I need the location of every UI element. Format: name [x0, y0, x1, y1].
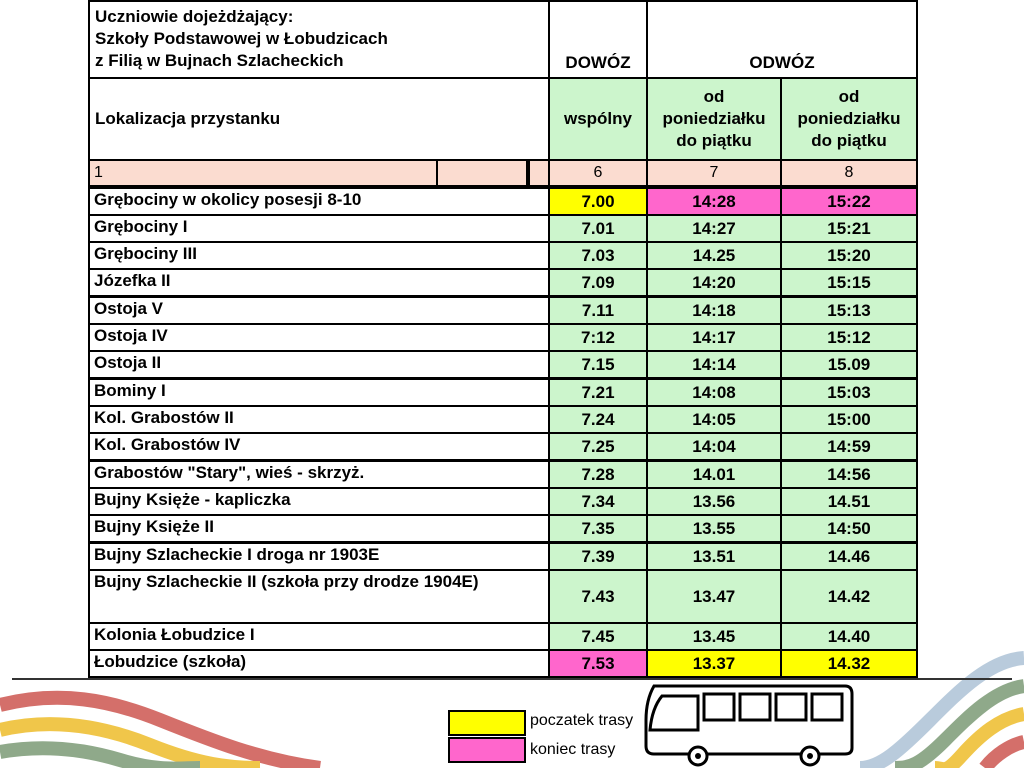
time-odwoz-2: 14.32 — [780, 649, 918, 678]
legend-pink-swatch — [448, 737, 526, 763]
colnum-1: 1 — [88, 159, 438, 187]
time-odwoz-2: 15:22 — [780, 187, 918, 216]
stop-name: Józefka II — [88, 268, 550, 297]
header-location: Lokalizacja przystanku — [88, 77, 550, 161]
stop-name: Bujny Szlacheckie I droga nr 1903E — [88, 542, 550, 571]
time-odwoz-1: 14:17 — [646, 323, 782, 352]
time-odwoz-2: 14:50 — [780, 514, 918, 543]
time-dowoz: 7.21 — [548, 378, 648, 407]
stop-name: Łobudzice (szkoła) — [88, 649, 550, 678]
time-odwoz-1: 14:05 — [646, 405, 782, 434]
time-odwoz-1: 13.55 — [646, 514, 782, 543]
colnum-blank-c — [528, 159, 550, 187]
time-odwoz-1: 14:18 — [646, 296, 782, 325]
time-dowoz: 7.28 — [548, 460, 648, 489]
time-odwoz-2: 15:15 — [780, 268, 918, 297]
time-dowoz: 7.11 — [548, 296, 648, 325]
time-odwoz-2: 15:13 — [780, 296, 918, 325]
time-odwoz-2: 14:59 — [780, 432, 918, 461]
colnum-8: 8 — [780, 159, 918, 187]
time-dowoz: 7.34 — [548, 487, 648, 516]
time-odwoz-2: 15.09 — [780, 350, 918, 379]
stop-name: Ostoja V — [88, 296, 550, 325]
colnum-7: 7 — [646, 159, 782, 187]
stop-name: Grabostów "Stary", wieś - skrzyż. — [88, 460, 550, 489]
stop-name: Kol. Grabostów II — [88, 405, 550, 434]
header-dowoz: DOWÓZ — [548, 0, 648, 79]
time-dowoz: 7.39 — [548, 542, 648, 571]
time-odwoz-2: 14.40 — [780, 622, 918, 651]
stop-name: Bominy I — [88, 378, 550, 407]
ground-line — [12, 678, 1012, 680]
stop-name: Bujny Księże - kapliczka — [88, 487, 550, 516]
time-odwoz-1: 14:27 — [646, 214, 782, 243]
time-odwoz-1: 13.47 — [646, 569, 782, 624]
time-odwoz-1: 14:20 — [646, 268, 782, 297]
time-odwoz-1: 13.51 — [646, 542, 782, 571]
time-odwoz-2: 14:56 — [780, 460, 918, 489]
stop-name: Ostoja IV — [88, 323, 550, 352]
time-odwoz-2: 14.51 — [780, 487, 918, 516]
stop-name: Ostoja II — [88, 350, 550, 379]
stop-name: Bujny Szlacheckie II (szkoła przy drodze 1904E) — [88, 569, 550, 624]
time-odwoz-1: 14:28 — [646, 187, 782, 216]
header-col7: od poniedziałku do piątku — [646, 77, 782, 161]
title-line-1: Uczniowie dojeżdżający: — [95, 7, 294, 26]
time-dowoz: 7.53 — [548, 649, 648, 678]
stop-name: Grębociny I — [88, 214, 550, 243]
stop-name: Kol. Grabostów IV — [88, 432, 550, 461]
time-dowoz: 7.45 — [548, 622, 648, 651]
bus-icon — [640, 680, 860, 768]
table-title — [88, 0, 550, 79]
time-odwoz-1: 13.37 — [646, 649, 782, 678]
legend-start-label: poczatek trasy — [530, 712, 634, 729]
time-odwoz-1: 13.45 — [646, 622, 782, 651]
time-odwoz-2: 15:12 — [780, 323, 918, 352]
time-dowoz: 7.15 — [548, 350, 648, 379]
time-odwoz-2: 15:03 — [780, 378, 918, 407]
legend-yellow-swatch — [448, 710, 526, 736]
time-odwoz-2: 14.46 — [780, 542, 918, 571]
time-dowoz: 7.24 — [548, 405, 648, 434]
stop-name: Bujny Księże II — [88, 514, 550, 543]
header-col8: od poniedziałku do piątku — [780, 77, 918, 161]
stop-name: Grębociny III — [88, 241, 550, 270]
time-odwoz-1: 14:04 — [646, 432, 782, 461]
time-dowoz: 7.03 — [548, 241, 648, 270]
time-odwoz-1: 14:14 — [646, 350, 782, 379]
time-dowoz: 7.43 — [548, 569, 648, 624]
time-odwoz-2: 15:20 — [780, 241, 918, 270]
stop-name: Kolonia Łobudzice I — [88, 622, 550, 651]
header-odwoz: ODWÓZ — [646, 0, 918, 79]
time-dowoz: 7:12 — [548, 323, 648, 352]
time-dowoz: 7.01 — [548, 214, 648, 243]
colnum-6: 6 — [548, 159, 648, 187]
time-odwoz-1: 14.01 — [646, 460, 782, 489]
stop-name: Grębociny w okolicy posesji 8-10 — [88, 187, 550, 216]
title-line-2: Szkoły Podstawowej w Łobudzicach — [95, 29, 388, 48]
time-odwoz-1: 13.56 — [646, 487, 782, 516]
header-col6: wspólny — [548, 77, 648, 161]
title-line-3: z Filią w Bujnach Szlacheckich — [95, 51, 344, 70]
legend-end-label: koniec trasy — [530, 741, 616, 758]
colnum-blank-a — [436, 159, 528, 187]
time-dowoz: 7.25 — [548, 432, 648, 461]
time-dowoz: 7.09 — [548, 268, 648, 297]
time-odwoz-2: 15:00 — [780, 405, 918, 434]
time-dowoz: 7.00 — [548, 187, 648, 216]
time-odwoz-2: 15:21 — [780, 214, 918, 243]
time-dowoz: 7.35 — [548, 514, 648, 543]
time-odwoz-1: 14:08 — [646, 378, 782, 407]
time-odwoz-1: 14.25 — [646, 241, 782, 270]
time-odwoz-2: 14.42 — [780, 569, 918, 624]
